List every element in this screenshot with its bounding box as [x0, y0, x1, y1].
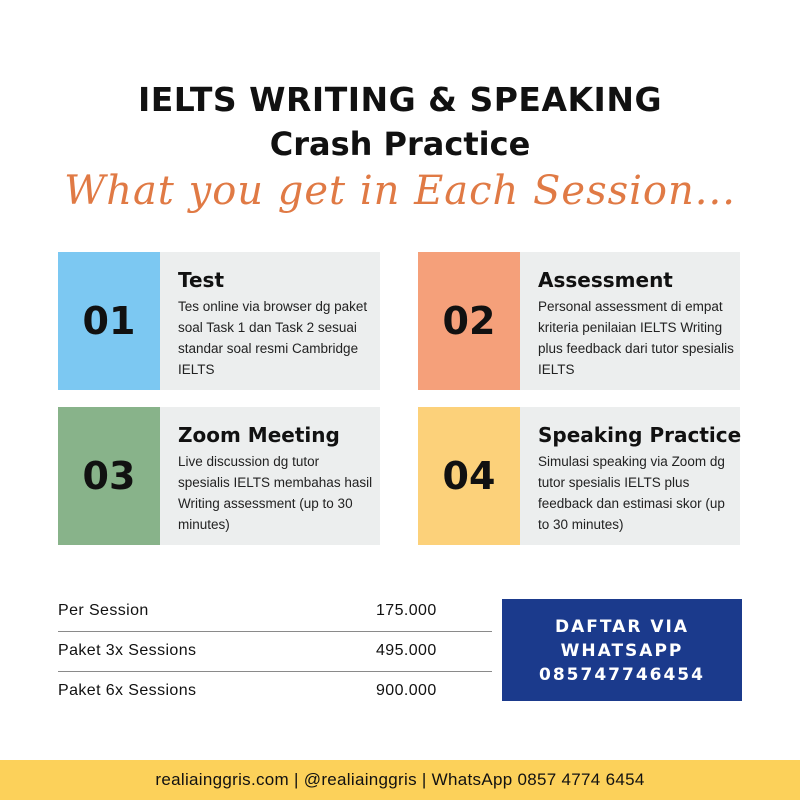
- cta-line-1: DAFTAR VIA: [555, 617, 689, 637]
- footer-contact-bar: realiainggris.com | @realiainggris | WhatsApp 0857 4774 6454: [0, 760, 800, 800]
- session-number-block: 02: [418, 252, 520, 390]
- price-label: Paket 6x Sessions: [58, 682, 197, 699]
- price-row-3x-sessions: [58, 632, 492, 672]
- session-card-test: [58, 252, 380, 390]
- session-card-speaking-practice: [418, 407, 740, 545]
- session-title: Zoom Meeting: [178, 423, 340, 447]
- session-tagline: What you get in Each Session...: [64, 168, 736, 214]
- price-value: 495.000: [376, 642, 437, 659]
- cta-phone-number: 085747746454: [539, 665, 705, 685]
- session-title: Test: [178, 268, 225, 292]
- session-number-block: 04: [418, 407, 520, 545]
- session-card-assessment: [418, 252, 740, 390]
- session-description: Personal assessment di empat kriteria penilaian IELTS Writing plus feedback dari tutor spesialis IELTS: [538, 299, 734, 377]
- session-number-block: 03: [58, 407, 160, 545]
- cta-line-2: WHATSAPP: [560, 641, 684, 661]
- session-description: Live discussion dg tutor spesialis IELTS membahas hasil Writing assessment (up to 30 minutes): [178, 454, 373, 532]
- session-number-block: 01: [58, 252, 160, 390]
- session-description: Tes online via browser dg paket soal Task 1 dan Task 2 sesuai standar soal resmi Cambridge IELTS: [178, 299, 368, 377]
- price-value: 175.000: [376, 602, 437, 619]
- price-value: 900.000: [376, 682, 437, 699]
- session-description: Simulasi speaking via Zoom dg tutor spesialis IELTS plus feedback dan estimasi skor (up to 30 minutes): [538, 454, 725, 532]
- price-label: Paket 3x Sessions: [58, 642, 197, 659]
- price-row-per-session: [58, 592, 492, 632]
- session-title: Assessment: [538, 268, 673, 292]
- whatsapp-register-button[interactable]: [502, 599, 742, 701]
- page-title: IELTS WRITING & SPEAKING: [137, 80, 663, 119]
- page-subtitle: Crash Practice: [269, 125, 531, 163]
- session-card-zoom-meeting: [58, 407, 380, 545]
- session-title: Speaking Practice: [538, 423, 742, 447]
- price-row-6x-sessions: [58, 672, 492, 712]
- price-label: Per Session: [58, 602, 149, 619]
